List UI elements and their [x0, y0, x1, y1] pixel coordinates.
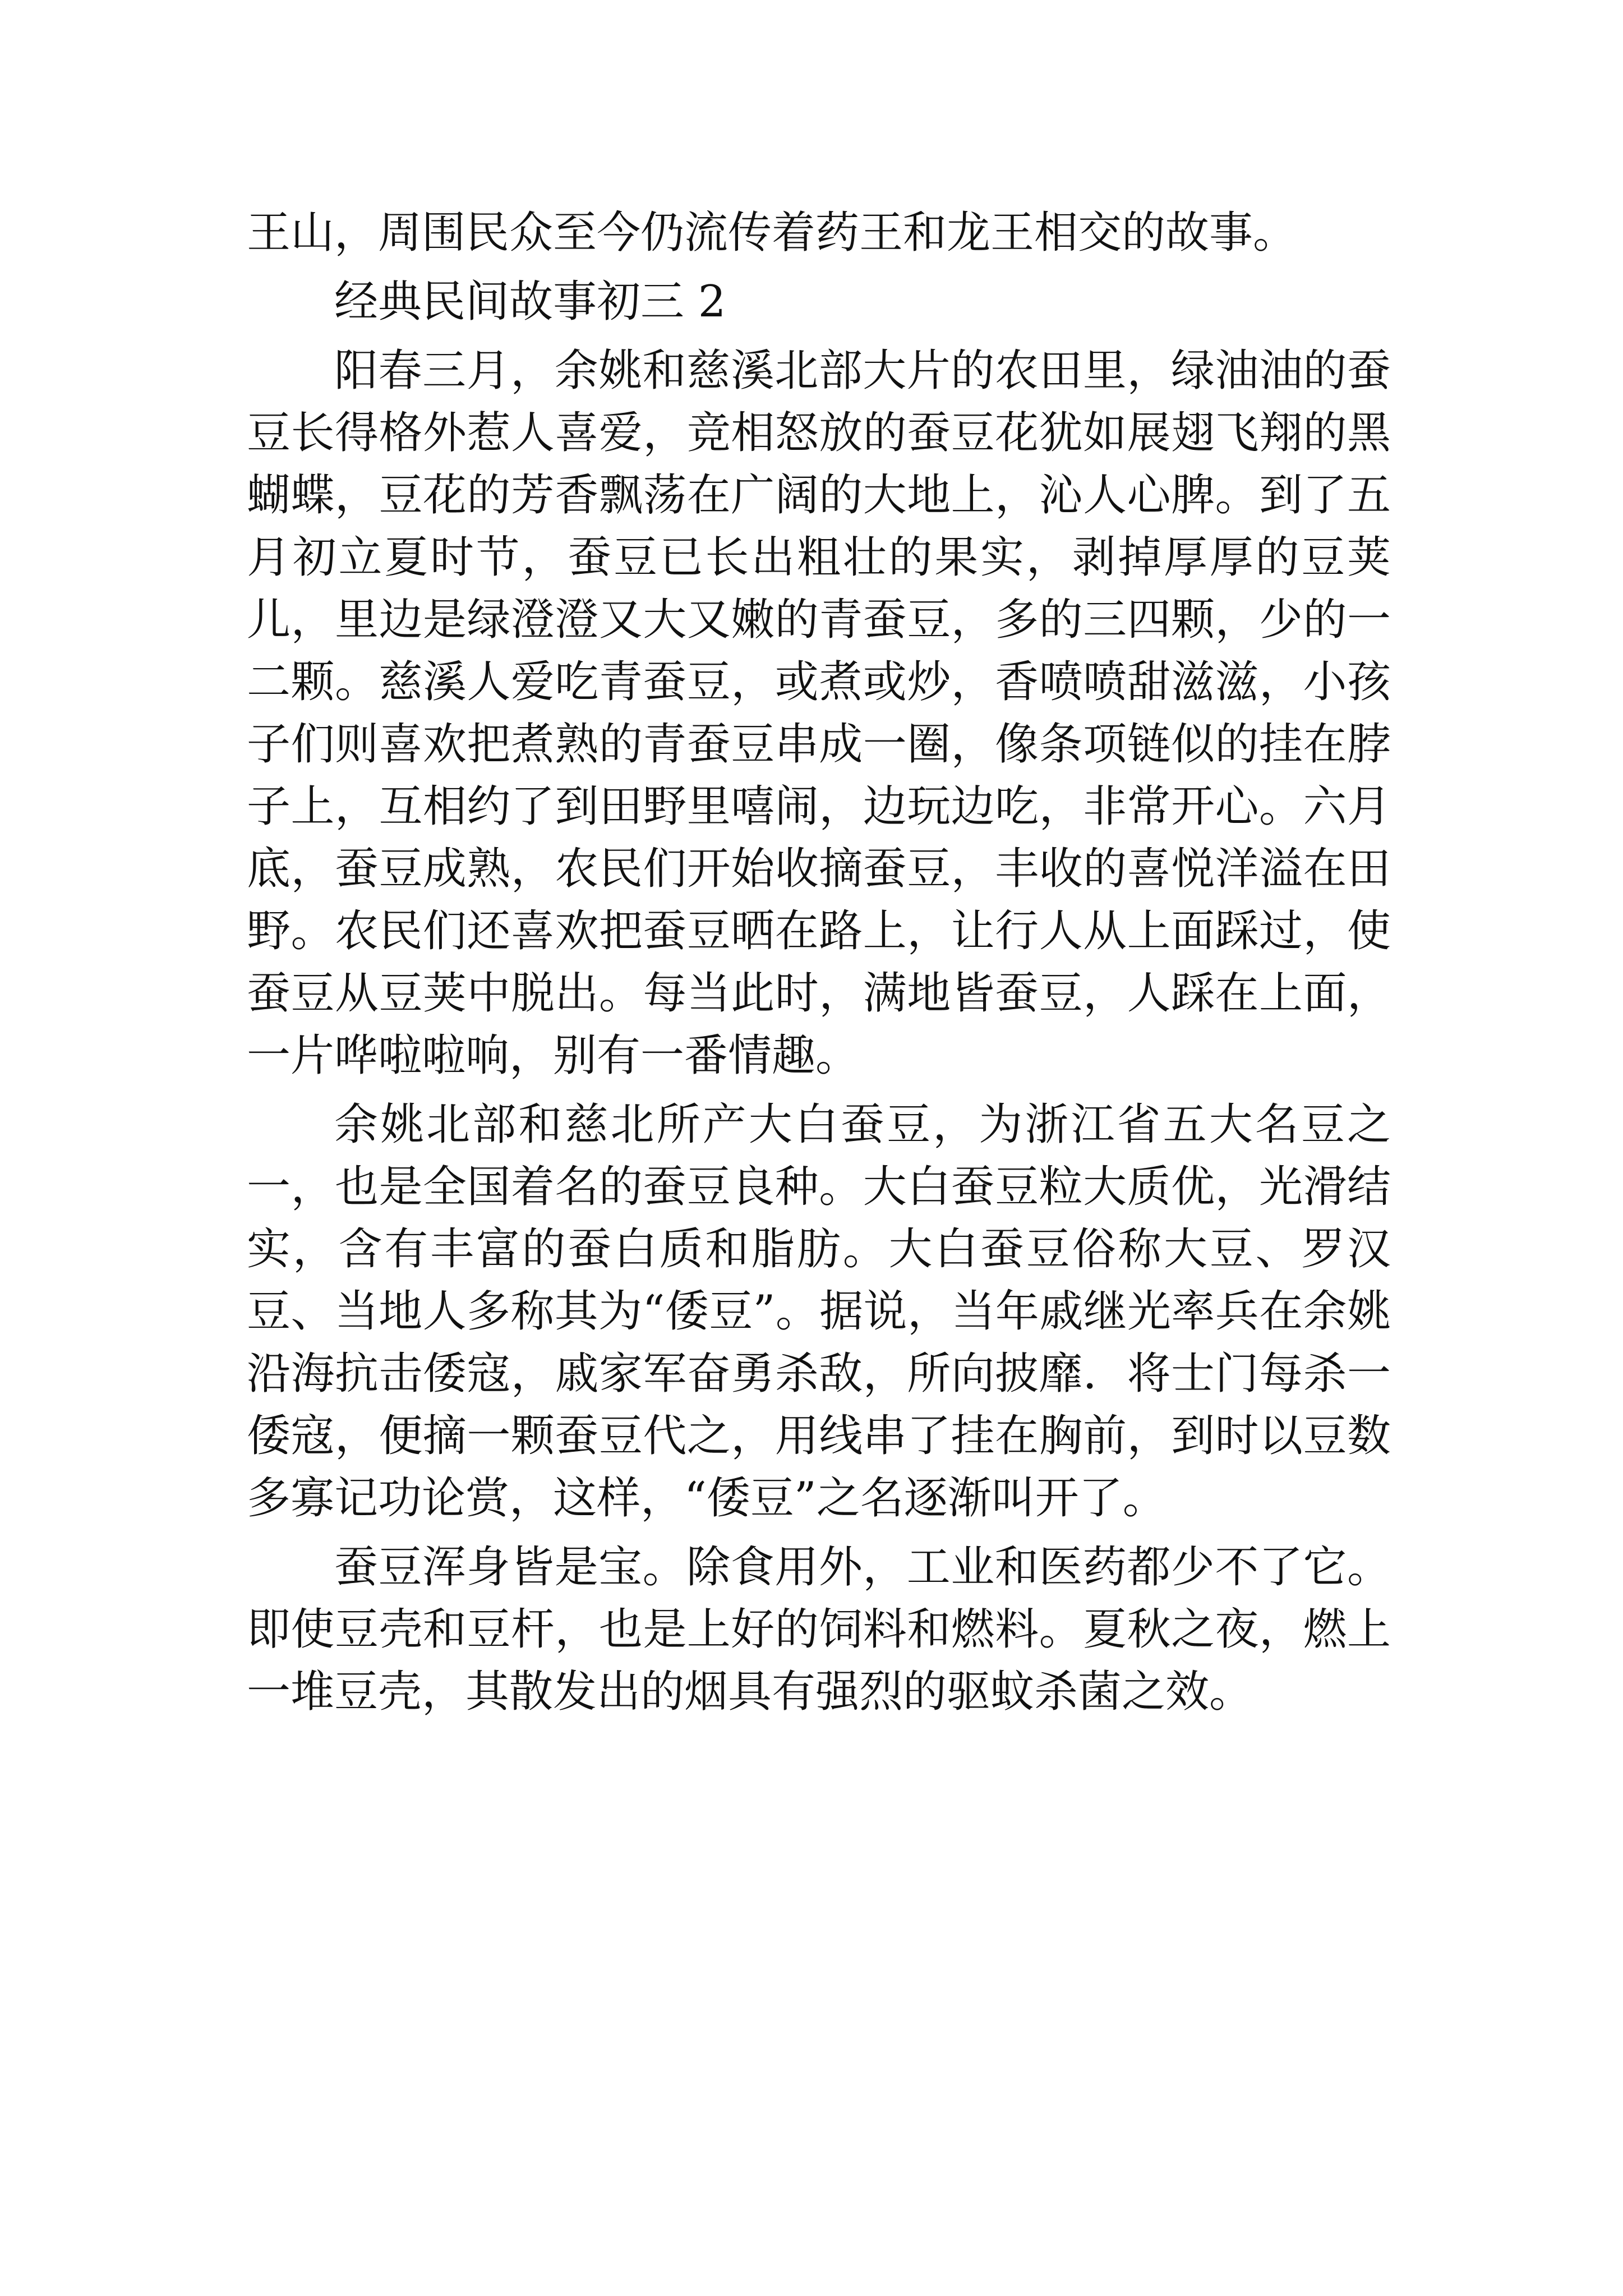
paragraph-big-white-bean: 余姚北部和慈北所产大白蚕豆，为浙江省五大名豆之一，也是全国着名的蚕豆良种。大白蚕豆粒大质优，光滑结实，含有丰富的蚕白质和脂肪。大白蚕豆俗称大豆、罗汉豆、当地人多称其为“倭豆”。据说，当年戚继光率兵在余姚沿海抗击倭寇，戚家军奋勇杀敌，所向披靡．将士门每杀一倭寇，便摘一颗蚕豆代之，用线串了挂在胸前，到时以豆数多寡记功论赏，这样，“倭豆”之名逐渐叫开了。	[247, 1099, 1391, 1524]
section-heading: 经典民间故事初三 2	[334, 277, 726, 327]
paragraph-bean-uses: 蚕豆浑身皆是宝。除食用外，工业和医药都少不了它。即使豆壳和豆杆，也是上好的饲料和燃料。夏秋之夜，燃上一堆豆壳，其散发出的烟具有强烈的驱蚊杀菌之效。	[247, 1542, 1391, 1717]
paragraph-continuation: 王山，周围民众至今仍流传着药王和龙王相交的故事。	[247, 208, 1297, 258]
paragraph-broad-bean-season: 阳春三月，余姚和慈溪北部大片的农田里，绿油油的蚕豆长得格外惹人喜爱，竞相怒放的蚕豆花犹如展翅飞翔的黑蝴蝶，豆花的芳香飘荡在广阔的大地上，沁人心脾。到了五月初立夏时节，蚕豆已长出粗壮的果实，剥掉厚厚的豆荚儿，里边是绿澄澄又大又嫩的青蚕豆，多的三四颗，少的一二颗。慈溪人爱吃青蚕豆，或煮或炒，香喷喷甜滋滋，小孩子们则喜欢把煮熟的青蚕豆串成一圈，像条项链似的挂在脖子上，互相约了到田野里嘻闹，边玩边吃，非常开心。六月底，蚕豆成熟，农民们开始收摘蚕豆，丰收的喜悦洋溢在田野。农民们还喜欢把蚕豆晒在路上，让行人从上面踩过，使蚕豆从豆荚中脱出。每当此时，满地皆蚕豆，人踩在上面，一片哗啦啦响，别有一番情趣。	[247, 346, 1391, 1081]
document-body	[247, 202, 1391, 1730]
